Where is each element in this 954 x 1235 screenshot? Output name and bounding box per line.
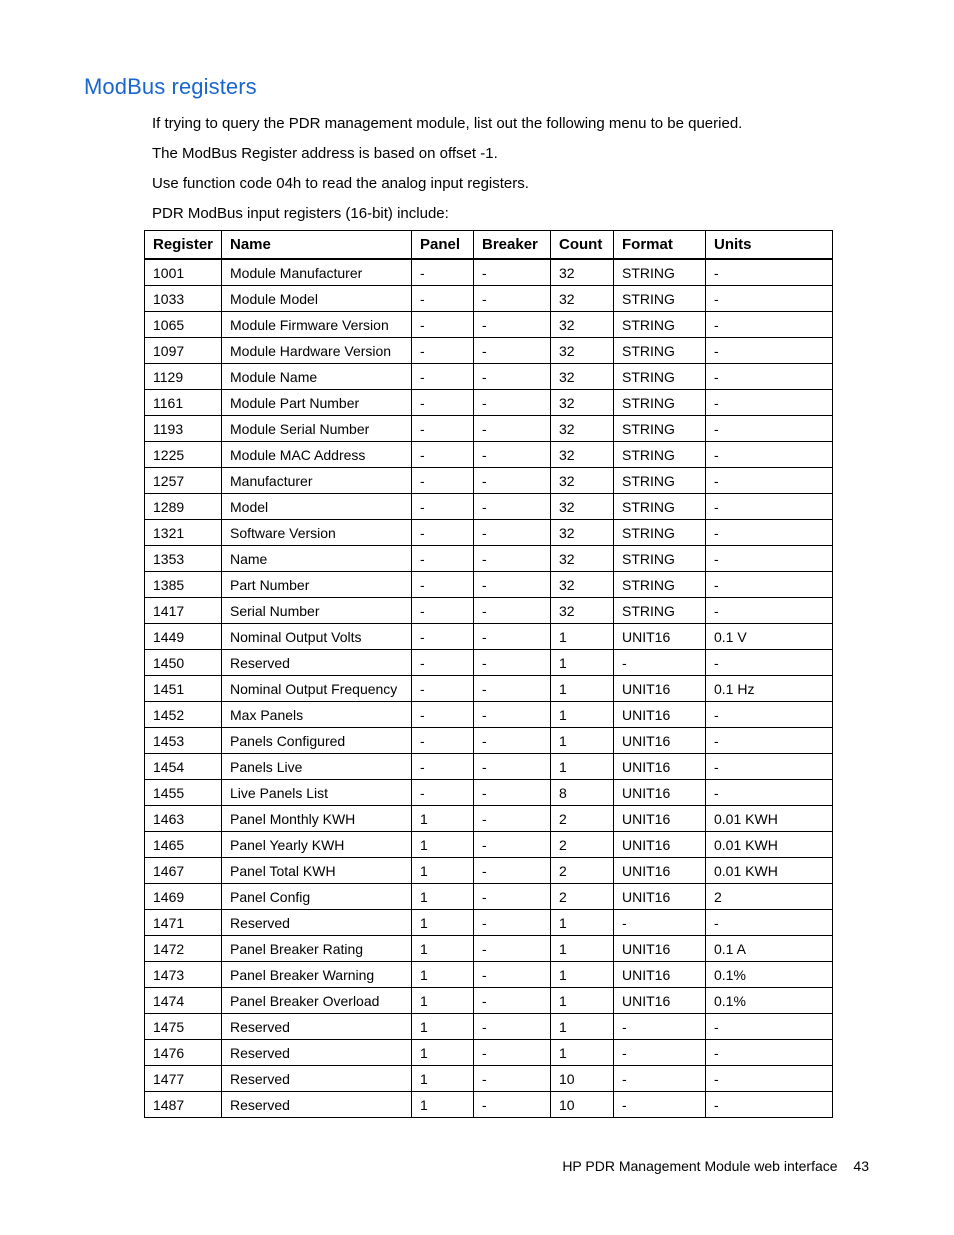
cell-count: 1 — [551, 1014, 614, 1040]
cell-breaker: - — [474, 1092, 551, 1118]
cell-name: Panel Breaker Overload — [222, 988, 412, 1014]
cell-panel: 1 — [412, 936, 474, 962]
cell-panel: - — [412, 676, 474, 702]
cell-panel: - — [412, 650, 474, 676]
cell-count: 32 — [551, 259, 614, 286]
cell-count: 8 — [551, 780, 614, 806]
cell-units: - — [706, 286, 833, 312]
cell-units: - — [706, 312, 833, 338]
cell-format: STRING — [614, 546, 706, 572]
cell-format: STRING — [614, 390, 706, 416]
cell-breaker: - — [474, 624, 551, 650]
table-row — [145, 806, 833, 832]
cell-name: Module Hardware Version — [222, 338, 412, 364]
cell-count: 32 — [551, 546, 614, 572]
cell-name: Max Panels — [222, 702, 412, 728]
cell-format: UNIT16 — [614, 728, 706, 754]
cell-format: UNIT16 — [614, 624, 706, 650]
cell-units: - — [706, 1092, 833, 1118]
cell-register: 1476 — [145, 1040, 222, 1066]
cell-name: Serial Number — [222, 598, 412, 624]
cell-units: 0.01 KWH — [706, 858, 833, 884]
modbus-registers-table — [144, 230, 833, 1118]
cell-breaker: - — [474, 520, 551, 546]
cell-units: - — [706, 364, 833, 390]
table-row — [145, 858, 833, 884]
column-header-format: Format — [614, 231, 706, 260]
cell-panel: 1 — [412, 858, 474, 884]
cell-count: 1 — [551, 702, 614, 728]
cell-name: Module Serial Number — [222, 416, 412, 442]
cell-register: 1193 — [145, 416, 222, 442]
cell-units: - — [706, 1014, 833, 1040]
table-row — [145, 520, 833, 546]
page-title: ModBus registers — [84, 74, 257, 99]
cell-breaker: - — [474, 1014, 551, 1040]
table-row — [145, 1040, 833, 1066]
cell-count: 32 — [551, 468, 614, 494]
cell-format: UNIT16 — [614, 780, 706, 806]
cell-breaker: - — [474, 494, 551, 520]
column-header-units: Units — [706, 231, 833, 260]
cell-register: 1455 — [145, 780, 222, 806]
cell-breaker: - — [474, 936, 551, 962]
cell-units: - — [706, 338, 833, 364]
table-row — [145, 702, 833, 728]
cell-breaker: - — [474, 468, 551, 494]
cell-name: Model — [222, 494, 412, 520]
cell-name: Reserved — [222, 650, 412, 676]
cell-units: - — [706, 442, 833, 468]
table-caption: PDR ModBus input registers (16-bit) include: — [152, 205, 449, 222]
cell-name: Name — [222, 546, 412, 572]
cell-units: - — [706, 572, 833, 598]
cell-register: 1452 — [145, 702, 222, 728]
cell-units: - — [706, 702, 833, 728]
cell-name: Reserved — [222, 1092, 412, 1118]
cell-breaker: - — [474, 312, 551, 338]
cell-name: Panels Live — [222, 754, 412, 780]
cell-panel: - — [412, 520, 474, 546]
cell-register: 1472 — [145, 936, 222, 962]
cell-name: Reserved — [222, 910, 412, 936]
cell-panel: - — [412, 338, 474, 364]
cell-register: 1385 — [145, 572, 222, 598]
cell-format: STRING — [614, 259, 706, 286]
cell-format: - — [614, 650, 706, 676]
cell-panel: 1 — [412, 1066, 474, 1092]
cell-units: - — [706, 468, 833, 494]
cell-count: 32 — [551, 520, 614, 546]
cell-panel: 1 — [412, 962, 474, 988]
cell-count: 1 — [551, 676, 614, 702]
cell-breaker: - — [474, 728, 551, 754]
table-row — [145, 754, 833, 780]
cell-format: UNIT16 — [614, 754, 706, 780]
cell-register: 1477 — [145, 1066, 222, 1092]
cell-breaker: - — [474, 546, 551, 572]
cell-register: 1033 — [145, 286, 222, 312]
cell-units: - — [706, 1066, 833, 1092]
cell-panel: - — [412, 546, 474, 572]
cell-register: 1467 — [145, 858, 222, 884]
table-row — [145, 936, 833, 962]
cell-register: 1225 — [145, 442, 222, 468]
cell-count: 32 — [551, 494, 614, 520]
offset-note-paragraph: The ModBus Register address is based on offset -1. — [152, 145, 498, 162]
cell-count: 32 — [551, 442, 614, 468]
cell-count: 32 — [551, 572, 614, 598]
cell-panel: - — [412, 598, 474, 624]
cell-register: 1097 — [145, 338, 222, 364]
cell-units: 0.1% — [706, 962, 833, 988]
cell-register: 1451 — [145, 676, 222, 702]
cell-count: 32 — [551, 364, 614, 390]
cell-register: 1449 — [145, 624, 222, 650]
cell-panel: - — [412, 468, 474, 494]
cell-format: UNIT16 — [614, 858, 706, 884]
page-number: 43 — [853, 1158, 869, 1174]
page-footer — [562, 1158, 869, 1174]
cell-name: Part Number — [222, 572, 412, 598]
cell-format: UNIT16 — [614, 936, 706, 962]
cell-count: 2 — [551, 858, 614, 884]
column-header-count: Count — [551, 231, 614, 260]
table-row — [145, 546, 833, 572]
cell-register: 1473 — [145, 962, 222, 988]
table-row — [145, 364, 833, 390]
cell-panel: - — [412, 702, 474, 728]
cell-register: 1257 — [145, 468, 222, 494]
cell-panel: - — [412, 390, 474, 416]
cell-format: STRING — [614, 572, 706, 598]
cell-name: Nominal Output Volts — [222, 624, 412, 650]
cell-panel: - — [412, 312, 474, 338]
cell-units: - — [706, 1040, 833, 1066]
cell-units: - — [706, 910, 833, 936]
cell-format: - — [614, 1014, 706, 1040]
cell-units: - — [706, 494, 833, 520]
cell-breaker: - — [474, 780, 551, 806]
cell-register: 1465 — [145, 832, 222, 858]
table-row — [145, 494, 833, 520]
cell-panel: - — [412, 624, 474, 650]
cell-format: STRING — [614, 468, 706, 494]
cell-units: 0.1% — [706, 988, 833, 1014]
cell-count: 1 — [551, 962, 614, 988]
cell-count: 32 — [551, 312, 614, 338]
table-row — [145, 416, 833, 442]
table-row — [145, 572, 833, 598]
cell-format: STRING — [614, 338, 706, 364]
table-row — [145, 780, 833, 806]
cell-count: 1 — [551, 910, 614, 936]
cell-register: 1161 — [145, 390, 222, 416]
cell-count: 2 — [551, 832, 614, 858]
cell-breaker: - — [474, 572, 551, 598]
cell-panel: - — [412, 572, 474, 598]
cell-format: UNIT16 — [614, 806, 706, 832]
cell-register: 1474 — [145, 988, 222, 1014]
cell-units: - — [706, 754, 833, 780]
cell-panel: 1 — [412, 1040, 474, 1066]
cell-breaker: - — [474, 338, 551, 364]
cell-breaker: - — [474, 702, 551, 728]
cell-name: Panel Breaker Warning — [222, 962, 412, 988]
table-row — [145, 962, 833, 988]
cell-panel: - — [412, 259, 474, 286]
cell-format: STRING — [614, 598, 706, 624]
cell-units: - — [706, 650, 833, 676]
cell-count: 1 — [551, 728, 614, 754]
cell-format: - — [614, 1066, 706, 1092]
cell-register: 1129 — [145, 364, 222, 390]
cell-count: 32 — [551, 416, 614, 442]
cell-panel: - — [412, 754, 474, 780]
cell-format: UNIT16 — [614, 702, 706, 728]
cell-breaker: - — [474, 988, 551, 1014]
table-row — [145, 676, 833, 702]
cell-units: - — [706, 520, 833, 546]
cell-register: 1454 — [145, 754, 222, 780]
cell-name: Panel Breaker Rating — [222, 936, 412, 962]
cell-units: - — [706, 598, 833, 624]
cell-register: 1475 — [145, 1014, 222, 1040]
cell-units: 0.1 A — [706, 936, 833, 962]
cell-breaker: - — [474, 910, 551, 936]
table-row — [145, 468, 833, 494]
cell-count: 32 — [551, 338, 614, 364]
cell-panel: 1 — [412, 988, 474, 1014]
cell-register: 1321 — [145, 520, 222, 546]
table-header-row — [145, 231, 833, 260]
column-header-breaker: Breaker — [474, 231, 551, 260]
cell-panel: - — [412, 494, 474, 520]
cell-panel: 1 — [412, 884, 474, 910]
cell-units: - — [706, 390, 833, 416]
cell-register: 1001 — [145, 259, 222, 286]
table-row — [145, 624, 833, 650]
table-row — [145, 988, 833, 1014]
cell-name: Module MAC Address — [222, 442, 412, 468]
table-row — [145, 598, 833, 624]
cell-units: 0.1 Hz — [706, 676, 833, 702]
table-row — [145, 1066, 833, 1092]
cell-panel: 1 — [412, 910, 474, 936]
cell-format: STRING — [614, 312, 706, 338]
cell-units: 2 — [706, 884, 833, 910]
table-row — [145, 286, 833, 312]
table-row — [145, 442, 833, 468]
cell-format: UNIT16 — [614, 884, 706, 910]
cell-format: STRING — [614, 416, 706, 442]
cell-breaker: - — [474, 832, 551, 858]
cell-count: 1 — [551, 988, 614, 1014]
table-row — [145, 1092, 833, 1118]
cell-breaker: - — [474, 754, 551, 780]
cell-count: 32 — [551, 390, 614, 416]
cell-panel: 1 — [412, 832, 474, 858]
table-row — [145, 338, 833, 364]
cell-count: 1 — [551, 1040, 614, 1066]
cell-format: UNIT16 — [614, 962, 706, 988]
cell-breaker: - — [474, 806, 551, 832]
cell-breaker: - — [474, 442, 551, 468]
cell-format: STRING — [614, 494, 706, 520]
cell-name: Panel Total KWH — [222, 858, 412, 884]
cell-name: Module Firmware Version — [222, 312, 412, 338]
column-header-panel: Panel — [412, 231, 474, 260]
cell-panel: 1 — [412, 806, 474, 832]
cell-count: 2 — [551, 884, 614, 910]
cell-breaker: - — [474, 598, 551, 624]
cell-register: 1463 — [145, 806, 222, 832]
cell-register: 1453 — [145, 728, 222, 754]
cell-units: - — [706, 546, 833, 572]
table-body — [145, 259, 833, 1118]
cell-format: STRING — [614, 286, 706, 312]
cell-panel: - — [412, 728, 474, 754]
cell-format: - — [614, 1092, 706, 1118]
cell-units: 0.01 KWH — [706, 832, 833, 858]
cell-name: Live Panels List — [222, 780, 412, 806]
cell-units: - — [706, 728, 833, 754]
cell-units: - — [706, 416, 833, 442]
cell-count: 32 — [551, 286, 614, 312]
cell-count: 10 — [551, 1092, 614, 1118]
cell-panel: - — [412, 780, 474, 806]
cell-register: 1417 — [145, 598, 222, 624]
cell-name: Panels Configured — [222, 728, 412, 754]
table-row — [145, 312, 833, 338]
cell-breaker: - — [474, 390, 551, 416]
cell-breaker: - — [474, 1040, 551, 1066]
cell-name: Nominal Output Frequency — [222, 676, 412, 702]
cell-register: 1487 — [145, 1092, 222, 1118]
cell-units: 0.1 V — [706, 624, 833, 650]
column-header-name: Name — [222, 231, 412, 260]
cell-count: 1 — [551, 650, 614, 676]
cell-register: 1065 — [145, 312, 222, 338]
cell-name: Software Version — [222, 520, 412, 546]
cell-panel: - — [412, 416, 474, 442]
cell-name: Reserved — [222, 1014, 412, 1040]
cell-count: 1 — [551, 936, 614, 962]
intro-paragraph: If trying to query the PDR management module, list out the following menu to be queried. — [152, 115, 743, 132]
cell-units: - — [706, 259, 833, 286]
cell-format: STRING — [614, 520, 706, 546]
cell-breaker: - — [474, 259, 551, 286]
cell-name: Module Part Number — [222, 390, 412, 416]
cell-units: 0.01 KWH — [706, 806, 833, 832]
cell-panel: - — [412, 364, 474, 390]
cell-count: 1 — [551, 624, 614, 650]
cell-name: Panel Config — [222, 884, 412, 910]
cell-name: Panel Monthly KWH — [222, 806, 412, 832]
cell-register: 1450 — [145, 650, 222, 676]
cell-format: STRING — [614, 442, 706, 468]
cell-format: - — [614, 910, 706, 936]
cell-count: 2 — [551, 806, 614, 832]
cell-format: UNIT16 — [614, 676, 706, 702]
table-row — [145, 650, 833, 676]
cell-breaker: - — [474, 884, 551, 910]
function-code-paragraph: Use function code 04h to read the analog input registers. — [152, 175, 529, 192]
cell-breaker: - — [474, 650, 551, 676]
table-row — [145, 259, 833, 286]
cell-breaker: - — [474, 676, 551, 702]
cell-panel: 1 — [412, 1092, 474, 1118]
cell-name: Module Name — [222, 364, 412, 390]
cell-format: - — [614, 1040, 706, 1066]
cell-panel: - — [412, 442, 474, 468]
cell-name: Module Model — [222, 286, 412, 312]
cell-count: 32 — [551, 598, 614, 624]
cell-breaker: - — [474, 286, 551, 312]
cell-register: 1471 — [145, 910, 222, 936]
cell-name: Reserved — [222, 1066, 412, 1092]
cell-name: Panel Yearly KWH — [222, 832, 412, 858]
cell-register: 1469 — [145, 884, 222, 910]
table-row — [145, 1014, 833, 1040]
cell-breaker: - — [474, 962, 551, 988]
cell-name: Manufacturer — [222, 468, 412, 494]
table-row — [145, 884, 833, 910]
cell-name: Reserved — [222, 1040, 412, 1066]
cell-format: UNIT16 — [614, 832, 706, 858]
cell-format: UNIT16 — [614, 988, 706, 1014]
column-header-register: Register — [145, 231, 222, 260]
cell-count: 1 — [551, 754, 614, 780]
footer-title: HP PDR Management Module web interface — [562, 1158, 838, 1174]
cell-breaker: - — [474, 858, 551, 884]
cell-breaker: - — [474, 364, 551, 390]
cell-register: 1353 — [145, 546, 222, 572]
cell-breaker: - — [474, 1066, 551, 1092]
table-row — [145, 910, 833, 936]
cell-format: STRING — [614, 364, 706, 390]
cell-panel: - — [412, 286, 474, 312]
cell-units: - — [706, 780, 833, 806]
cell-breaker: - — [474, 416, 551, 442]
cell-name: Module Manufacturer — [222, 259, 412, 286]
cell-panel: 1 — [412, 1014, 474, 1040]
cell-count: 10 — [551, 1066, 614, 1092]
table-row — [145, 390, 833, 416]
table-row — [145, 832, 833, 858]
cell-register: 1289 — [145, 494, 222, 520]
table-row — [145, 728, 833, 754]
